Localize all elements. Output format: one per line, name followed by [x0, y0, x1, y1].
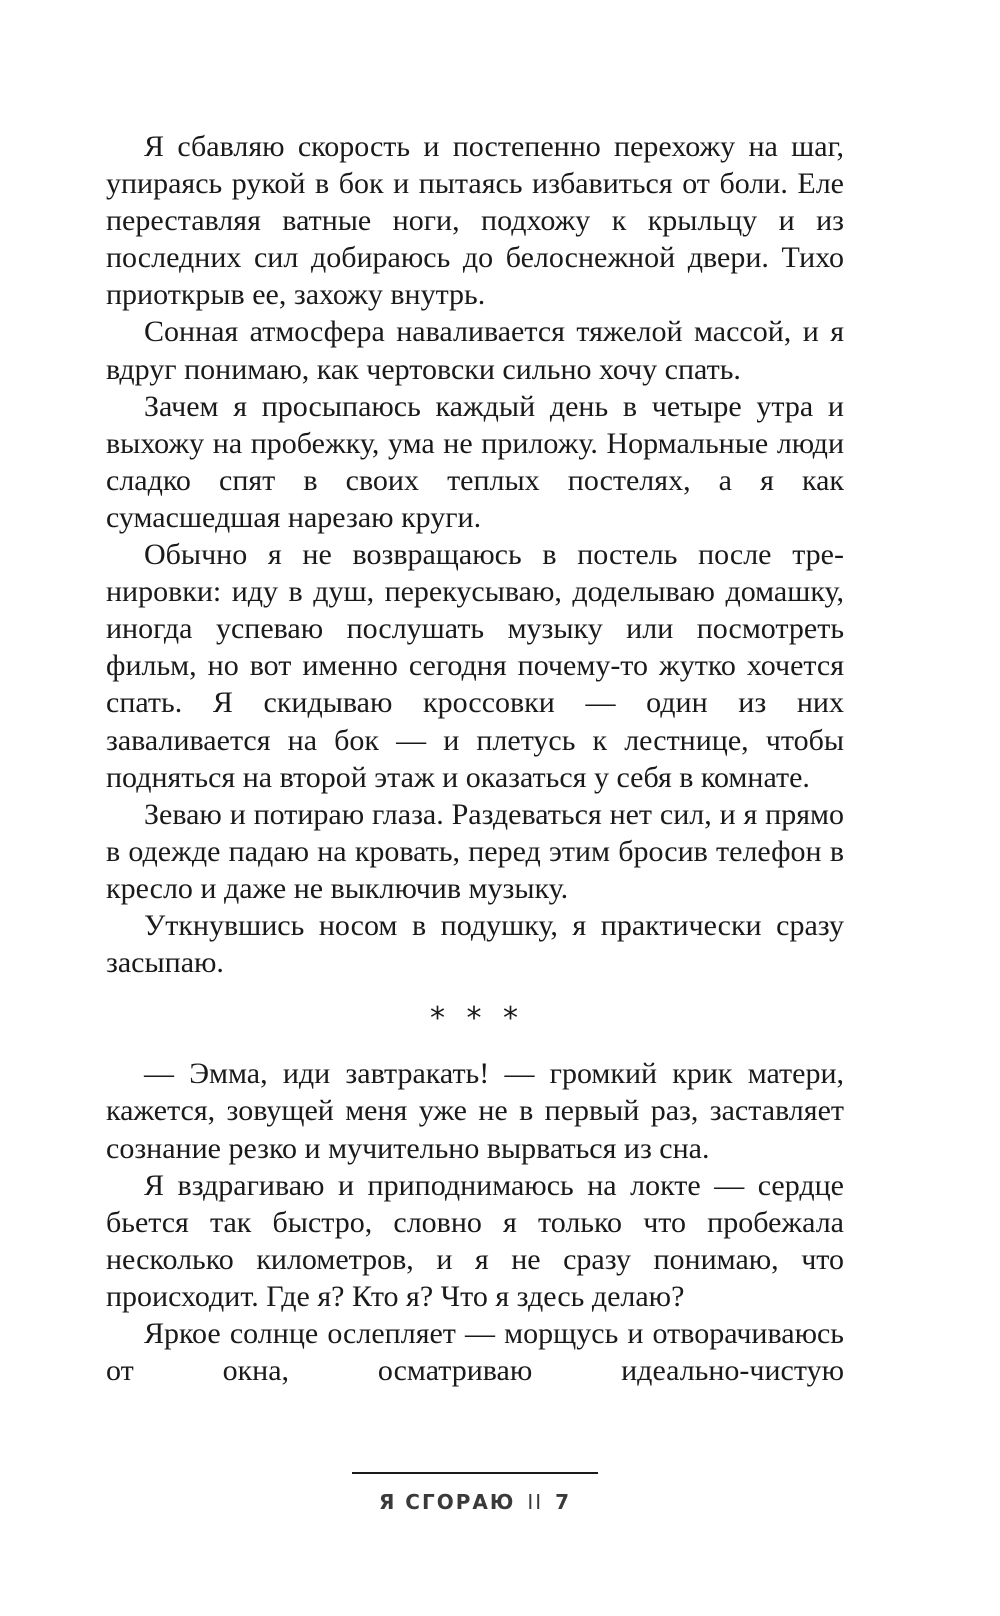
body-text	[106, 128, 844, 1389]
paragraph: Яркое солнце ослепляет — морщусь и отворачиваюсь от окна, осматриваю идеально-чистую	[106, 1317, 844, 1388]
paragraph: — Эмма, иди завтракать! — громкий крик матери, кажется, зовущей меня уже не в первый раз, заставляет сознание резко и мучительно вырваться из сна.	[106, 1057, 844, 1165]
footer-divider: II	[527, 1490, 544, 1514]
book-title: Я СГОРАЮ	[378, 1490, 516, 1514]
scene-break: * * *	[429, 1000, 525, 1036]
paragraph: Я сбавляю скорость и постепенно перехожу на шаг, упираясь рукой в бок и пытаясь избавиться от боли. Еле переставляя ватные ноги, подхожу к крыльцу и из последних сил добираюсь до белоснежной двери. Тихо приоткрыв ее, захожу внутрь.	[106, 130, 844, 312]
paragraph: Сонная атмосфера наваливается тяжелой массой, и я вдруг понимаю, как чертовски сильно хочу спать.	[106, 315, 844, 386]
paragraph: Зеваю и потираю глаза. Раздеваться нет сил, и я прямо в одежде падаю на кровать, перед этим бросив телефон в кресло и даже не выключив музыку.	[106, 797, 844, 905]
paragraph: Я вздрагиваю и приподнимаюсь на локте — сердце бьется так быстро, словно я только что пробежала несколько километров, и я не сразу понимаю, что происходит. Где я? Кто я? Что я здесь делаю?	[106, 1168, 844, 1313]
footer-rule	[352, 1472, 598, 1474]
paragraph: Зачем я просыпаюсь каждый день в четыре утра и выхожу на пробежку, ума не приложу. Нормальные люди сладко спят в своих теплых постелях, а я как сумасшедшая нарезаю круги.	[106, 389, 844, 534]
page-number: 7	[555, 1490, 572, 1514]
running-footer	[300, 1490, 650, 1514]
paragraph: Уткнувшись носом в подушку, я практически сразу засыпаю.	[106, 908, 844, 980]
paragraph: Обычно я не возвращаюсь в постель после тренировки: иду в душ, перекусываю, доделываю домашку, иногда успеваю послушать музыку или посмотреть фильм, но вот именно сегодня почему-то жутко хочется спать. Я скидываю кроссовки — один из них заваливается на бок — и плетусь к лестнице, чтобы подняться на второй этаж и оказаться у себя в комнате.	[106, 538, 844, 794]
